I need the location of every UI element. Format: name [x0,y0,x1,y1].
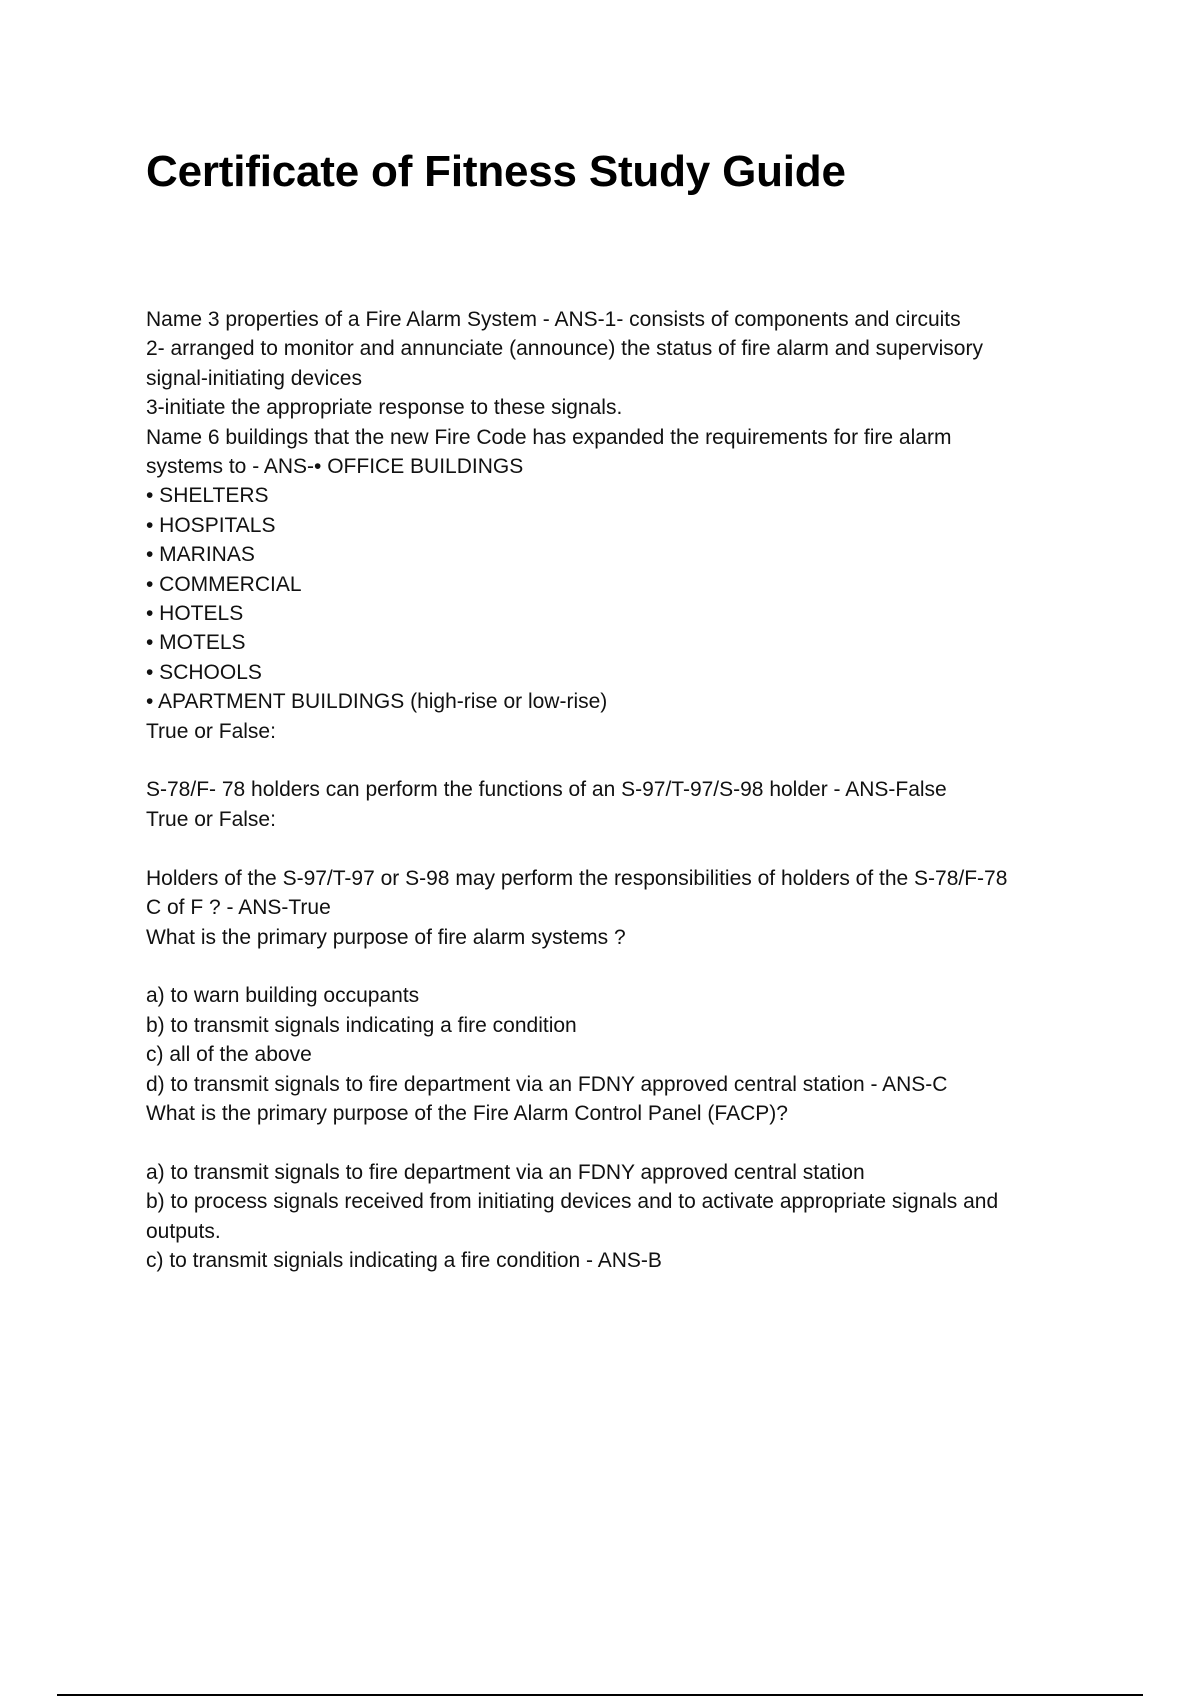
text-line: What is the primary purpose of the Fire Alarm Control Panel (FACP)? [146,1101,788,1125]
text-line: outputs. [146,1219,221,1243]
list-item: • APARTMENT BUILDINGS (high-rise or low-rise) [146,690,608,714]
document-body [146,305,1076,1275]
text-line: C of F ? - ANS-True [146,896,331,920]
answer-option: b) to process signals received from initiating devices and to activate appropriate signals and [146,1190,999,1214]
list-item: • SCHOOLS [146,660,262,684]
list-item: • MOTELS [146,631,246,655]
list-item: • SHELTERS [146,484,269,508]
list-item: • HOSPITALS [146,513,276,537]
blank-line [146,1128,1076,1157]
text-line: Name 6 buildings that the new Fire Code has expanded the requirements for fire alarm [146,425,952,449]
blank-line [146,952,1076,981]
text-line: 2- arranged to monitor and annunciate (announce) the status of fire alarm and supervisory [146,337,983,361]
text-line: Holders of the S-97/T-97 or S-98 may perform the responsibilities of holders of the S-78/F-78 [146,866,1008,890]
answer-option: d) to transmit signals to fire department via an FDNY approved central station - ANS-C [146,1072,948,1096]
text-line: True or False: [146,719,276,743]
answer-option: a) to warn building occupants [146,984,420,1008]
text-line: signal-initiating devices [146,366,362,390]
blank-line [146,834,1076,863]
list-item: • MARINAS [146,543,255,567]
text-line: systems to - ANS-• OFFICE BUILDINGS [146,455,524,479]
list-item: • COMMERCIAL [146,572,302,596]
bottom-divider [57,1694,1143,1696]
blank-line [146,746,1076,775]
answer-option: b) to transmit signals indicating a fire condition [146,1013,577,1037]
answer-option: a) to transmit signals to fire department via an FDNY approved central station [146,1160,865,1184]
text-line: True or False: [146,807,276,831]
answer-option: c) to transmit signials indicating a fire condition - ANS-B [146,1248,662,1272]
list-item: • HOTELS [146,602,244,626]
text-line: S-78/F- 78 holders can perform the functions of an S-97/T-97/S-98 holder - ANS-False [146,778,947,802]
answer-option: c) all of the above [146,1043,312,1067]
text-line: Name 3 properties of a Fire Alarm System - ANS-1- consists of components and circuits [146,308,961,331]
text-line: What is the primary purpose of fire alarm systems ? [146,925,626,949]
page-title: Certificate of Fitness Study Guide [146,147,846,196]
text-line: 3-initiate the appropriate response to these signals. [146,396,623,420]
